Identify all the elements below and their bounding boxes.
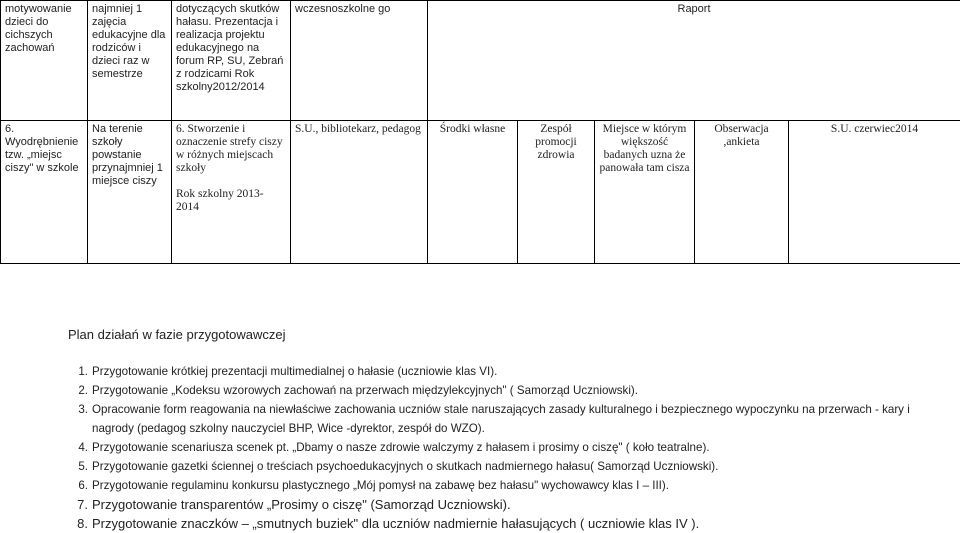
cell-tasks bbox=[172, 121, 291, 264]
cell-responsible: wczesnoszkolne go bbox=[291, 1, 428, 121]
list-item: 2. Przygotowanie „Kodeksu wzorowych zachowań na przerwach międzylekcyjnych" ( Samorząd Uczniowski). bbox=[92, 381, 952, 400]
list-item: 5. Przygotowanie gazetki ściennej o treściach psychoedukacyjnych o skutkach nadmiernego hałasu( Samorząd Uczniowski). bbox=[92, 457, 952, 476]
table-row bbox=[1, 121, 960, 264]
cell-criteria: Na terenie szkoły powstanie przynajmniej 1 miejsce ciszy bbox=[88, 121, 172, 264]
task-text: 6. Stworzenie i oznaczenie strefy ciszy w różnych miejscach szkoły bbox=[176, 123, 286, 175]
cell-method: Obserwacja ,ankieta bbox=[695, 121, 789, 264]
cell-goal: motywowanie dzieci do cichszych zachowań bbox=[1, 1, 88, 121]
plan-table bbox=[0, 0, 960, 264]
table-row bbox=[1, 1, 960, 121]
list-item: 4. Przygotowanie scenariusza scenek pt. „Dbamy o nasze zdrowie walczymy z hałasem i prosimy o ciszę" ( koło teatralne). bbox=[92, 438, 952, 457]
cell-tasks: dotyczących skutków hałasu. Prezentacja i realizacja projektu edukacyjnego na forum RP, SU, Zebrań z rodzicami Rok szkolny2012/2014 bbox=[172, 1, 291, 121]
cell-funds: Środki własne bbox=[428, 121, 518, 264]
cell-criteria: najmniej 1 zajęcia edukacyjne dla rodziców i dzieci raz w semestrze bbox=[88, 1, 172, 121]
plan-title: Plan działań w fazie przygotowawczej bbox=[68, 327, 286, 342]
cell-goal: 6. Wyodrębnienie tzw. „miejsc ciszy" w szkole bbox=[1, 121, 88, 264]
cell-report: Raport bbox=[428, 1, 960, 121]
list-item: 8. Przygotowanie znaczków – „smutnych buziek" dla uczniów nadmiernie hałasujących ( uczniowie klas IV ). bbox=[92, 514, 952, 533]
actions-list bbox=[92, 362, 952, 533]
list-item: 7. Przygotowanie transparentów „Prosimy o ciszę" (Samorząd Uczniowski). bbox=[92, 495, 952, 514]
list-item: 6. Przygotowanie regulaminu konkursu plastycznego „Mój pomysł na zabawę bez hałasu" wychowawcy klas I – III). bbox=[92, 476, 952, 495]
task-period: Rok szkolny 2013-2014 bbox=[176, 188, 286, 214]
list-item: 1. Przygotowanie krótkiej prezentacji multimedialnej o hałasie (uczniowie klas VI). bbox=[92, 362, 952, 381]
cell-outcome: Miejsce w którym większość badanych uzna że panowała tam cisza bbox=[595, 121, 695, 264]
cell-report-date: S.U. czerwiec2014 bbox=[789, 121, 960, 264]
cell-responsible: S.U., bibliotekarz, pedagog bbox=[291, 121, 428, 264]
cell-partners: Zespół promocji zdrowia bbox=[518, 121, 595, 264]
list-item: 3. Opracowanie form reagowania na niewłaściwe zachowania uczniów stale naruszających zasady kulturalnego i bezpiecznego wypoczynku na przerwach - kary i nagrody (pedagog szkolny nauczyciel BHP, Wice -dyrektor, zespół do WZO). bbox=[92, 400, 952, 438]
